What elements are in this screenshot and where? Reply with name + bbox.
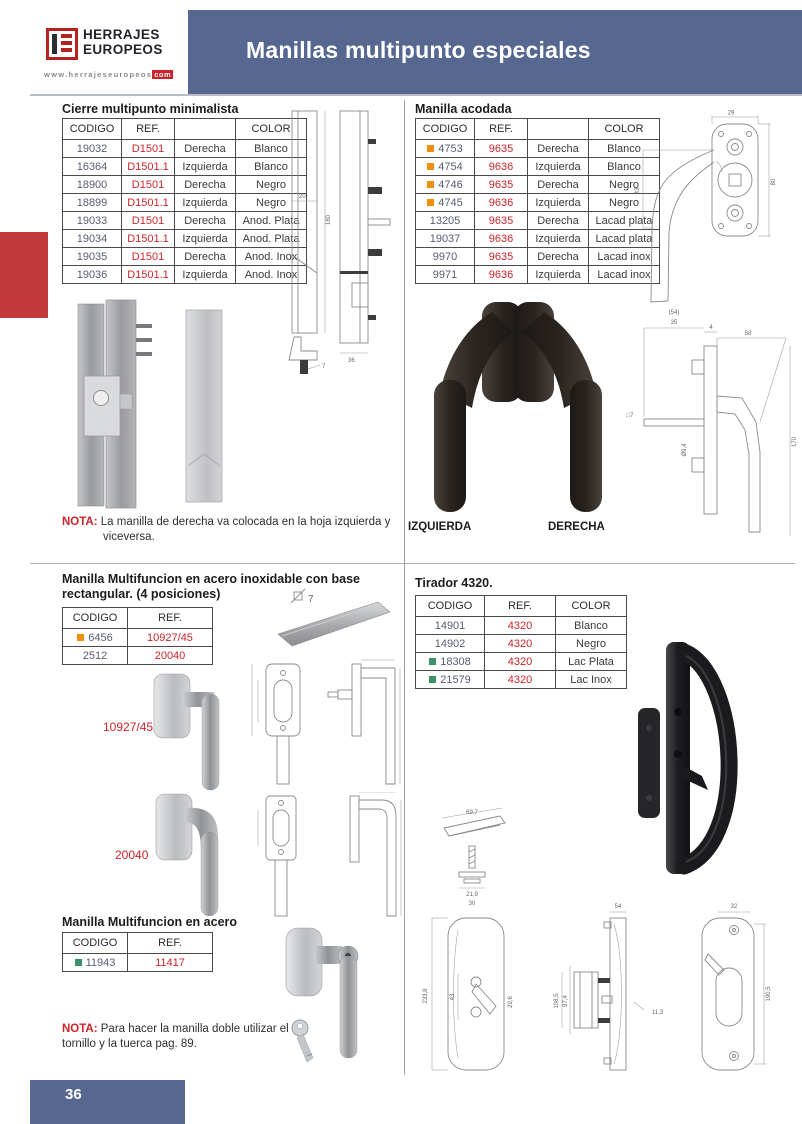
cell-codigo: 19036 bbox=[63, 266, 122, 284]
table-acodada bbox=[415, 118, 660, 284]
dim-label: 7 bbox=[322, 364, 326, 370]
cell: Derecha bbox=[528, 248, 589, 266]
dim-label: 180 bbox=[326, 214, 332, 225]
cell: Derecha bbox=[175, 140, 236, 158]
dim-label: 4 bbox=[709, 325, 713, 331]
cierre-product-photo bbox=[66, 298, 266, 513]
cell-codigo: 21579 bbox=[416, 671, 485, 689]
table-row bbox=[63, 248, 307, 266]
cell: Lacad plata bbox=[589, 212, 660, 230]
cell: 10927/45 bbox=[128, 629, 213, 647]
table-header-row bbox=[416, 119, 660, 140]
cell: Izquierda bbox=[528, 230, 589, 248]
column-divider bbox=[404, 100, 405, 1075]
cierre-technical-drawing bbox=[278, 103, 400, 383]
table-cierre bbox=[62, 118, 307, 284]
dim-label: 11,3 bbox=[652, 1010, 664, 1016]
availability-marker-orange bbox=[427, 199, 434, 206]
table-header-row bbox=[63, 608, 213, 629]
availability-marker-orange bbox=[77, 634, 84, 641]
table-tirador bbox=[415, 595, 627, 689]
cell: Lacad plata bbox=[589, 230, 660, 248]
cell: Izquierda bbox=[175, 158, 236, 176]
nota-text: La manilla de derecha va colocada en la hoja izquierda y viceversa. bbox=[100, 516, 391, 543]
cell: D1501 bbox=[122, 248, 175, 266]
dim-label: 30 bbox=[468, 901, 476, 907]
cell-codigo: 19032 bbox=[63, 140, 122, 158]
dim-label: 43 bbox=[450, 993, 456, 1001]
table-row bbox=[63, 212, 307, 230]
handle-20040-photo bbox=[148, 788, 238, 916]
handle-20040-drawing bbox=[232, 792, 402, 920]
section-title-acodada: Manilla acodada bbox=[415, 102, 512, 116]
availability-marker-orange bbox=[427, 145, 434, 152]
column-header: REF. bbox=[485, 596, 556, 617]
dim-label: 43 bbox=[635, 187, 641, 195]
cell: Blanco bbox=[556, 617, 627, 635]
cell: Derecha bbox=[175, 248, 236, 266]
handle-10927-drawing bbox=[232, 658, 402, 790]
cell: Derecha bbox=[175, 176, 236, 194]
dim-label: (54) bbox=[668, 310, 680, 316]
cell: Lac Inox bbox=[556, 671, 627, 689]
availability-marker-green bbox=[429, 658, 436, 665]
table-header-row bbox=[63, 119, 307, 140]
cell: Blanco bbox=[236, 158, 307, 176]
dim-label: 35 bbox=[670, 320, 678, 326]
table-row bbox=[63, 176, 307, 194]
header-rule bbox=[30, 94, 802, 96]
column-header bbox=[528, 119, 589, 140]
cell: Blanco bbox=[589, 140, 660, 158]
spindle-photo bbox=[266, 588, 396, 648]
column-header: CODIGO bbox=[416, 596, 485, 617]
cell-codigo: 2512 bbox=[63, 647, 128, 665]
cell-codigo: 11943 bbox=[63, 954, 128, 972]
table-row bbox=[63, 194, 307, 212]
cell: 9635 bbox=[475, 176, 528, 194]
cell-codigo: 6456 bbox=[63, 629, 128, 647]
cell: 9636 bbox=[475, 194, 528, 212]
tirador-technical-views bbox=[412, 806, 792, 1078]
cell: Derecha bbox=[528, 176, 589, 194]
cell-codigo: 9970 bbox=[416, 248, 475, 266]
cell-codigo: 14902 bbox=[416, 635, 485, 653]
cell-codigo: 9971 bbox=[416, 266, 475, 284]
handle-left bbox=[434, 302, 522, 512]
logo-url bbox=[44, 70, 173, 79]
cell: Negro bbox=[236, 194, 307, 212]
cell: Anod. Plata bbox=[236, 212, 307, 230]
column-header: COLOR bbox=[236, 119, 307, 140]
dim-label: 69,7 bbox=[466, 810, 478, 816]
cell: Anod. Inox bbox=[236, 266, 307, 284]
table-row bbox=[416, 617, 627, 635]
cell: 4320 bbox=[485, 671, 556, 689]
cell: Lacad inox bbox=[589, 248, 660, 266]
cell: 20040 bbox=[128, 647, 213, 665]
table-row bbox=[63, 266, 307, 284]
section-title-multifuncion-inox: Manilla Multifuncion en acero inoxidable con base rectangular. (4 posiciones) bbox=[62, 572, 360, 601]
table-row bbox=[63, 140, 307, 158]
handle-orientation-label-right: DERECHA bbox=[548, 521, 605, 533]
chapter-tab bbox=[0, 232, 48, 318]
cell-codigo: 14901 bbox=[416, 617, 485, 635]
dim-label: 233,8 bbox=[423, 988, 429, 1004]
table-row bbox=[63, 629, 213, 647]
logo-url-tld: com bbox=[154, 70, 172, 79]
table-row bbox=[416, 635, 627, 653]
table-row bbox=[416, 230, 660, 248]
page-number: 36 bbox=[65, 1086, 82, 1103]
nota-text: Para hacer la manilla doble utilizar el tornillo y la tuerca pag. 89. bbox=[62, 1023, 289, 1050]
table-row bbox=[416, 176, 660, 194]
handle-orientation-label-left: IZQUIERDA bbox=[408, 521, 472, 533]
section-title-tirador: Tirador 4320. bbox=[415, 576, 493, 590]
handle-right bbox=[514, 302, 602, 512]
logo-brand-line2: EUROPEOS bbox=[83, 42, 163, 57]
availability-marker-green bbox=[429, 676, 436, 683]
handle-10927-photo bbox=[148, 666, 233, 794]
availability-marker-green bbox=[75, 959, 82, 966]
dim-label: □7 bbox=[626, 413, 634, 419]
cell: Lac Plata bbox=[556, 653, 627, 671]
dim-label: 58 bbox=[744, 331, 752, 337]
dim-label: 190,5 bbox=[766, 986, 772, 1002]
page-number-box bbox=[30, 1080, 185, 1124]
cell: Izquierda bbox=[175, 194, 236, 212]
cell: 11417 bbox=[128, 954, 213, 972]
cell: Izquierda bbox=[528, 194, 589, 212]
dim-label: 97,4 bbox=[563, 995, 569, 1007]
acodada-front-drawing bbox=[628, 106, 798, 311]
cell: Izquierda bbox=[175, 266, 236, 284]
cell-codigo: 18308 bbox=[416, 653, 485, 671]
cell: Izquierda bbox=[528, 266, 589, 284]
dim-label: 29,6 bbox=[508, 996, 514, 1008]
cell-codigo: 19037 bbox=[416, 230, 475, 248]
dim-label: 7 bbox=[308, 594, 314, 605]
cell: Blanco bbox=[589, 158, 660, 176]
dim-label: 21,9 bbox=[466, 892, 478, 898]
cell: Anod. Inox bbox=[236, 248, 307, 266]
logo-brand-name bbox=[83, 27, 163, 57]
nota-cierre bbox=[62, 515, 423, 545]
table-row bbox=[63, 230, 307, 248]
company-logo bbox=[30, 12, 186, 92]
cell-codigo: 16364 bbox=[63, 158, 122, 176]
cell: Negro bbox=[556, 635, 627, 653]
cell-codigo: 4753 bbox=[416, 140, 475, 158]
logo-url-text: www.herrajeseuropeos bbox=[44, 70, 153, 79]
cell: D1501 bbox=[122, 176, 175, 194]
cell: Izquierda bbox=[175, 230, 236, 248]
cell: 4320 bbox=[485, 635, 556, 653]
cell-codigo: 18899 bbox=[63, 194, 122, 212]
cell: 4320 bbox=[485, 617, 556, 635]
cell: Anod. Plata bbox=[236, 230, 307, 248]
table-multifuncion-inox bbox=[62, 607, 213, 665]
section-title-multifuncion-acero: Manilla Multifuncion en acero bbox=[62, 915, 238, 929]
table-row bbox=[63, 158, 307, 176]
column-header bbox=[175, 119, 236, 140]
dim-label: 170 bbox=[792, 436, 798, 448]
acodada-side-drawing bbox=[618, 300, 800, 552]
table-row bbox=[416, 158, 660, 176]
cell: D1501.1 bbox=[122, 230, 175, 248]
column-header: COLOR bbox=[589, 119, 660, 140]
table-row bbox=[416, 653, 627, 671]
table-row bbox=[416, 248, 660, 266]
dim-label: Ø9,4 bbox=[682, 443, 688, 457]
cell: D1501.1 bbox=[122, 158, 175, 176]
table-row bbox=[416, 212, 660, 230]
cell: 9635 bbox=[475, 140, 528, 158]
column-header: CODIGO bbox=[63, 933, 128, 954]
nota-label: NOTA: bbox=[62, 1023, 98, 1035]
cell: 9635 bbox=[475, 248, 528, 266]
cell-codigo: 4754 bbox=[416, 158, 475, 176]
table-row bbox=[63, 647, 213, 665]
acodada-handles-photo bbox=[418, 296, 618, 524]
section-divider bbox=[30, 563, 795, 564]
dim-label: 108,5 bbox=[554, 993, 560, 1009]
cell: D1501 bbox=[122, 140, 175, 158]
cell: 9635 bbox=[475, 212, 528, 230]
dim-label: 54 bbox=[614, 904, 622, 910]
dim-label: 29 bbox=[727, 110, 735, 117]
column-header: REF. bbox=[128, 933, 213, 954]
table-header-row bbox=[416, 596, 627, 617]
table-multifuncion-acero bbox=[62, 932, 213, 972]
cell: Derecha bbox=[528, 140, 589, 158]
cell: D1501.1 bbox=[122, 194, 175, 212]
column-header: CODIGO bbox=[416, 119, 475, 140]
cell-codigo: 18900 bbox=[63, 176, 122, 194]
cell: Derecha bbox=[528, 212, 589, 230]
cell: D1501 bbox=[122, 212, 175, 230]
logo-monogram-icon bbox=[46, 28, 78, 60]
cell: Negro bbox=[236, 176, 307, 194]
cell: Lacad inox bbox=[589, 266, 660, 284]
cell: Blanco bbox=[236, 140, 307, 158]
table-row bbox=[416, 194, 660, 212]
nota-label: NOTA: bbox=[62, 516, 98, 528]
logo-brand-line1: HERRAJES bbox=[83, 27, 160, 42]
cell: 9636 bbox=[475, 266, 528, 284]
cell: 4320 bbox=[485, 653, 556, 671]
dim-label: 36 bbox=[348, 358, 355, 364]
dim-label: 20 bbox=[299, 194, 306, 200]
column-header: REF. bbox=[122, 119, 175, 140]
cell: Negro bbox=[589, 194, 660, 212]
cell: 9636 bbox=[475, 230, 528, 248]
product-ref-label: 10927/45 bbox=[103, 720, 154, 734]
table-row bbox=[416, 140, 660, 158]
section-title-cierre: Cierre multipunto minimalista bbox=[62, 102, 239, 116]
column-header: CODIGO bbox=[63, 119, 122, 140]
cell-codigo: 19033 bbox=[63, 212, 122, 230]
table-row bbox=[63, 954, 213, 972]
cell-codigo: 13205 bbox=[416, 212, 475, 230]
column-header: REF. bbox=[475, 119, 528, 140]
availability-marker-orange bbox=[427, 163, 434, 170]
cell: Izquierda bbox=[528, 158, 589, 176]
table-row bbox=[416, 266, 660, 284]
cell: Derecha bbox=[175, 212, 236, 230]
cell-codigo: 19035 bbox=[63, 248, 122, 266]
nota-multifuncion bbox=[62, 1022, 312, 1052]
cell: 9636 bbox=[475, 158, 528, 176]
cell: Negro bbox=[589, 176, 660, 194]
table-row bbox=[416, 671, 627, 689]
page-header-banner bbox=[188, 10, 802, 94]
cell-codigo: 19034 bbox=[63, 230, 122, 248]
cell-codigo: 4745 bbox=[416, 194, 475, 212]
cell: D1501.1 bbox=[122, 266, 175, 284]
dim-label: 32 bbox=[730, 904, 738, 910]
table-header-row bbox=[63, 933, 213, 954]
cell-codigo: 4746 bbox=[416, 176, 475, 194]
column-header: CODIGO bbox=[63, 608, 128, 629]
dim-label: 80 bbox=[771, 178, 777, 186]
page-title: Manillas multipunto especiales bbox=[246, 37, 591, 63]
availability-marker-orange bbox=[427, 181, 434, 188]
column-header: COLOR bbox=[556, 596, 627, 617]
column-header: REF. bbox=[128, 608, 213, 629]
product-ref-label: 20040 bbox=[115, 848, 149, 862]
